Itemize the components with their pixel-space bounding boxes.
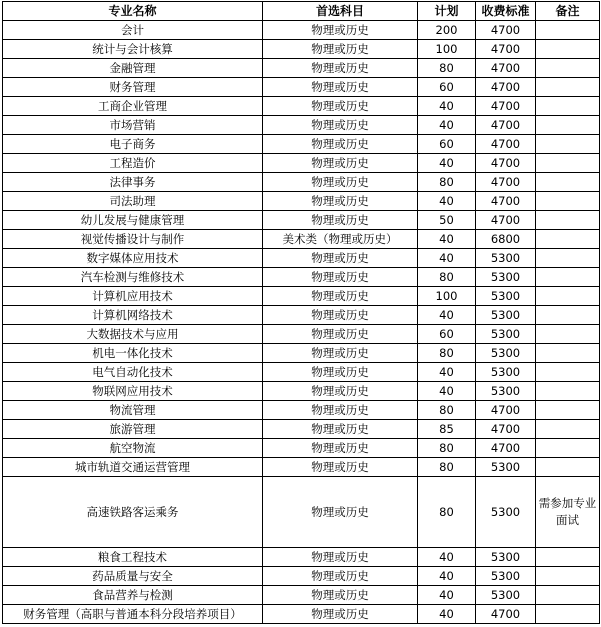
major-name-cell: 高速铁路客运乘务 — [3, 477, 263, 548]
subject-cell: 物理或历史 — [263, 325, 418, 344]
table-row — [3, 211, 600, 230]
table-row — [3, 287, 600, 306]
plan-cell: 80 — [418, 59, 476, 78]
fee-cell: 5300 — [476, 567, 536, 586]
plan-cell: 60 — [418, 78, 476, 97]
fee-cell: 4700 — [476, 59, 536, 78]
subject-cell: 物理或历史 — [263, 458, 418, 477]
table-row — [3, 363, 600, 382]
table-row — [3, 458, 600, 477]
note-cell — [536, 287, 600, 306]
plan-cell: 40 — [418, 249, 476, 268]
fee-cell: 5300 — [476, 268, 536, 287]
subject-cell: 物理或历史 — [263, 401, 418, 420]
major-name-cell: 财务管理 — [3, 78, 263, 97]
major-name-cell: 电子商务 — [3, 135, 263, 154]
major-table — [2, 1, 600, 624]
fee-cell: 5300 — [476, 306, 536, 325]
major-name-cell: 物联网应用技术 — [3, 382, 263, 401]
fee-cell: 4700 — [476, 135, 536, 154]
subject-cell: 物理或历史 — [263, 344, 418, 363]
major-name-cell: 机电一体化技术 — [3, 344, 263, 363]
subject-cell: 物理或历史 — [263, 192, 418, 211]
fee-cell: 5300 — [476, 548, 536, 567]
fee-cell: 5300 — [476, 477, 536, 548]
plan-cell: 40 — [418, 230, 476, 249]
fee-cell: 4700 — [476, 605, 536, 624]
note-cell — [536, 306, 600, 325]
subject-cell: 物理或历史 — [263, 59, 418, 78]
table-body — [3, 21, 600, 624]
note-cell — [536, 230, 600, 249]
note-cell — [536, 420, 600, 439]
subject-cell: 物理或历史 — [263, 40, 418, 59]
fee-cell: 4700 — [476, 211, 536, 230]
fee-cell: 5300 — [476, 458, 536, 477]
note-cell — [536, 567, 600, 586]
header-major-name: 专业名称 — [3, 2, 263, 21]
note-cell — [536, 97, 600, 116]
table-row — [3, 401, 600, 420]
note-cell — [536, 135, 600, 154]
note-cell — [536, 458, 600, 477]
note-cell — [536, 344, 600, 363]
table-row — [3, 78, 600, 97]
plan-cell: 40 — [418, 363, 476, 382]
table-row — [3, 230, 600, 249]
subject-cell: 物理或历史 — [263, 605, 418, 624]
major-name-cell: 粮食工程技术 — [3, 548, 263, 567]
table-row — [3, 154, 600, 173]
plan-cell: 40 — [418, 586, 476, 605]
table-row — [3, 116, 600, 135]
subject-cell: 物理或历史 — [263, 116, 418, 135]
fee-cell: 4700 — [476, 439, 536, 458]
table-row — [3, 21, 600, 40]
subject-cell: 物理或历史 — [263, 249, 418, 268]
note-cell — [536, 192, 600, 211]
table-row — [3, 344, 600, 363]
note-cell — [536, 59, 600, 78]
plan-cell: 80 — [418, 439, 476, 458]
note-cell — [536, 439, 600, 458]
subject-cell: 物理或历史 — [263, 548, 418, 567]
plan-cell: 80 — [418, 268, 476, 287]
plan-cell: 80 — [418, 458, 476, 477]
note-cell — [536, 548, 600, 567]
major-name-cell: 航空物流 — [3, 439, 263, 458]
major-name-cell: 幼儿发展与健康管理 — [3, 211, 263, 230]
subject-cell: 物理或历史 — [263, 78, 418, 97]
subject-cell: 物理或历史 — [263, 363, 418, 382]
major-name-cell: 金融管理 — [3, 59, 263, 78]
fee-cell: 4700 — [476, 21, 536, 40]
note-cell — [536, 249, 600, 268]
table-row — [3, 306, 600, 325]
fee-cell: 6800 — [476, 230, 536, 249]
subject-cell: 物理或历史 — [263, 477, 418, 548]
plan-cell: 40 — [418, 567, 476, 586]
subject-cell: 物理或历史 — [263, 439, 418, 458]
note-cell — [536, 173, 600, 192]
note-cell — [536, 78, 600, 97]
note-cell — [536, 401, 600, 420]
subject-cell: 物理或历史 — [263, 135, 418, 154]
major-name-cell: 大数据技术与应用 — [3, 325, 263, 344]
plan-cell: 80 — [418, 173, 476, 192]
major-name-cell: 旅游管理 — [3, 420, 263, 439]
subject-cell: 物理或历史 — [263, 382, 418, 401]
subject-cell: 物理或历史 — [263, 173, 418, 192]
plan-cell: 40 — [418, 605, 476, 624]
table-row — [3, 548, 600, 567]
fee-cell: 4700 — [476, 154, 536, 173]
fee-cell: 5300 — [476, 382, 536, 401]
major-name-cell: 食品营养与检测 — [3, 586, 263, 605]
fee-cell: 5300 — [476, 363, 536, 382]
major-name-cell: 视觉传播设计与制作 — [3, 230, 263, 249]
note-cell — [536, 363, 600, 382]
fee-cell: 4700 — [476, 192, 536, 211]
fee-cell: 5300 — [476, 586, 536, 605]
header-subject: 首选科目 — [263, 2, 418, 21]
plan-cell: 80 — [418, 477, 476, 548]
plan-cell: 40 — [418, 306, 476, 325]
note-cell — [536, 21, 600, 40]
plan-cell: 80 — [418, 401, 476, 420]
header-row — [3, 2, 600, 21]
fee-cell: 5300 — [476, 344, 536, 363]
header-plan: 计划 — [418, 2, 476, 21]
fee-cell: 4700 — [476, 78, 536, 97]
fee-cell: 4700 — [476, 97, 536, 116]
table-row — [3, 382, 600, 401]
major-name-cell: 财务管理（高职与普通本科分段培养项目） — [3, 605, 263, 624]
subject-cell: 物理或历史 — [263, 154, 418, 173]
plan-cell: 50 — [418, 211, 476, 230]
plan-cell: 60 — [418, 325, 476, 344]
subject-cell: 物理或历史 — [263, 211, 418, 230]
major-name-cell: 法律事务 — [3, 173, 263, 192]
note-cell — [536, 116, 600, 135]
major-name-cell: 市场营销 — [3, 116, 263, 135]
header-fee: 收费标准 — [476, 2, 536, 21]
table-row — [3, 605, 600, 624]
plan-cell: 100 — [418, 40, 476, 59]
plan-cell: 40 — [418, 382, 476, 401]
plan-cell: 80 — [418, 344, 476, 363]
table-row — [3, 268, 600, 287]
plan-cell: 60 — [418, 135, 476, 154]
fee-cell: 4700 — [476, 401, 536, 420]
major-name-cell: 工程造价 — [3, 154, 263, 173]
major-name-cell: 计算机应用技术 — [3, 287, 263, 306]
major-name-cell: 司法助理 — [3, 192, 263, 211]
major-name-cell: 工商企业管理 — [3, 97, 263, 116]
table-row — [3, 192, 600, 211]
table-row — [3, 59, 600, 78]
fee-cell: 4700 — [476, 173, 536, 192]
subject-cell: 物理或历史 — [263, 586, 418, 605]
plan-cell: 40 — [418, 192, 476, 211]
plan-cell: 40 — [418, 548, 476, 567]
table-row — [3, 439, 600, 458]
plan-cell: 100 — [418, 287, 476, 306]
fee-cell: 5300 — [476, 287, 536, 306]
note-cell — [536, 586, 600, 605]
major-name-cell: 药品质量与安全 — [3, 567, 263, 586]
plan-cell: 85 — [418, 420, 476, 439]
note-cell — [536, 382, 600, 401]
note-cell: 需参加专业面试 — [536, 477, 600, 548]
table-row — [3, 477, 600, 548]
note-cell — [536, 325, 600, 344]
header-note: 备注 — [536, 2, 600, 21]
table-row — [3, 249, 600, 268]
plan-cell: 40 — [418, 97, 476, 116]
major-name-cell: 物流管理 — [3, 401, 263, 420]
table-row — [3, 567, 600, 586]
note-cell — [536, 154, 600, 173]
fee-cell: 5300 — [476, 325, 536, 344]
subject-cell: 物理或历史 — [263, 306, 418, 325]
note-cell — [536, 40, 600, 59]
major-name-cell: 计算机网络技术 — [3, 306, 263, 325]
major-name-cell: 统计与会计核算 — [3, 40, 263, 59]
major-name-cell: 电气自动化技术 — [3, 363, 263, 382]
subject-cell: 物理或历史 — [263, 268, 418, 287]
table-row — [3, 586, 600, 605]
table-row — [3, 173, 600, 192]
major-name-cell: 会计 — [3, 21, 263, 40]
table-row — [3, 325, 600, 344]
note-cell — [536, 211, 600, 230]
plan-cell: 40 — [418, 154, 476, 173]
subject-cell: 物理或历史 — [263, 97, 418, 116]
subject-cell: 物理或历史 — [263, 287, 418, 306]
subject-cell: 物理或历史 — [263, 21, 418, 40]
table-row — [3, 420, 600, 439]
plan-cell: 40 — [418, 116, 476, 135]
fee-cell: 5300 — [476, 249, 536, 268]
major-name-cell: 数字媒体应用技术 — [3, 249, 263, 268]
note-cell — [536, 268, 600, 287]
fee-cell: 4700 — [476, 116, 536, 135]
subject-cell: 物理或历史 — [263, 567, 418, 586]
table-row — [3, 135, 600, 154]
table-row — [3, 40, 600, 59]
major-name-cell: 汽车检测与维修技术 — [3, 268, 263, 287]
note-cell — [536, 605, 600, 624]
subject-cell: 美术类（物理或历史） — [263, 230, 418, 249]
fee-cell: 4700 — [476, 420, 536, 439]
plan-cell: 200 — [418, 21, 476, 40]
fee-cell: 4700 — [476, 40, 536, 59]
major-name-cell: 城市轨道交通运营管理 — [3, 458, 263, 477]
table-row — [3, 97, 600, 116]
subject-cell: 物理或历史 — [263, 420, 418, 439]
